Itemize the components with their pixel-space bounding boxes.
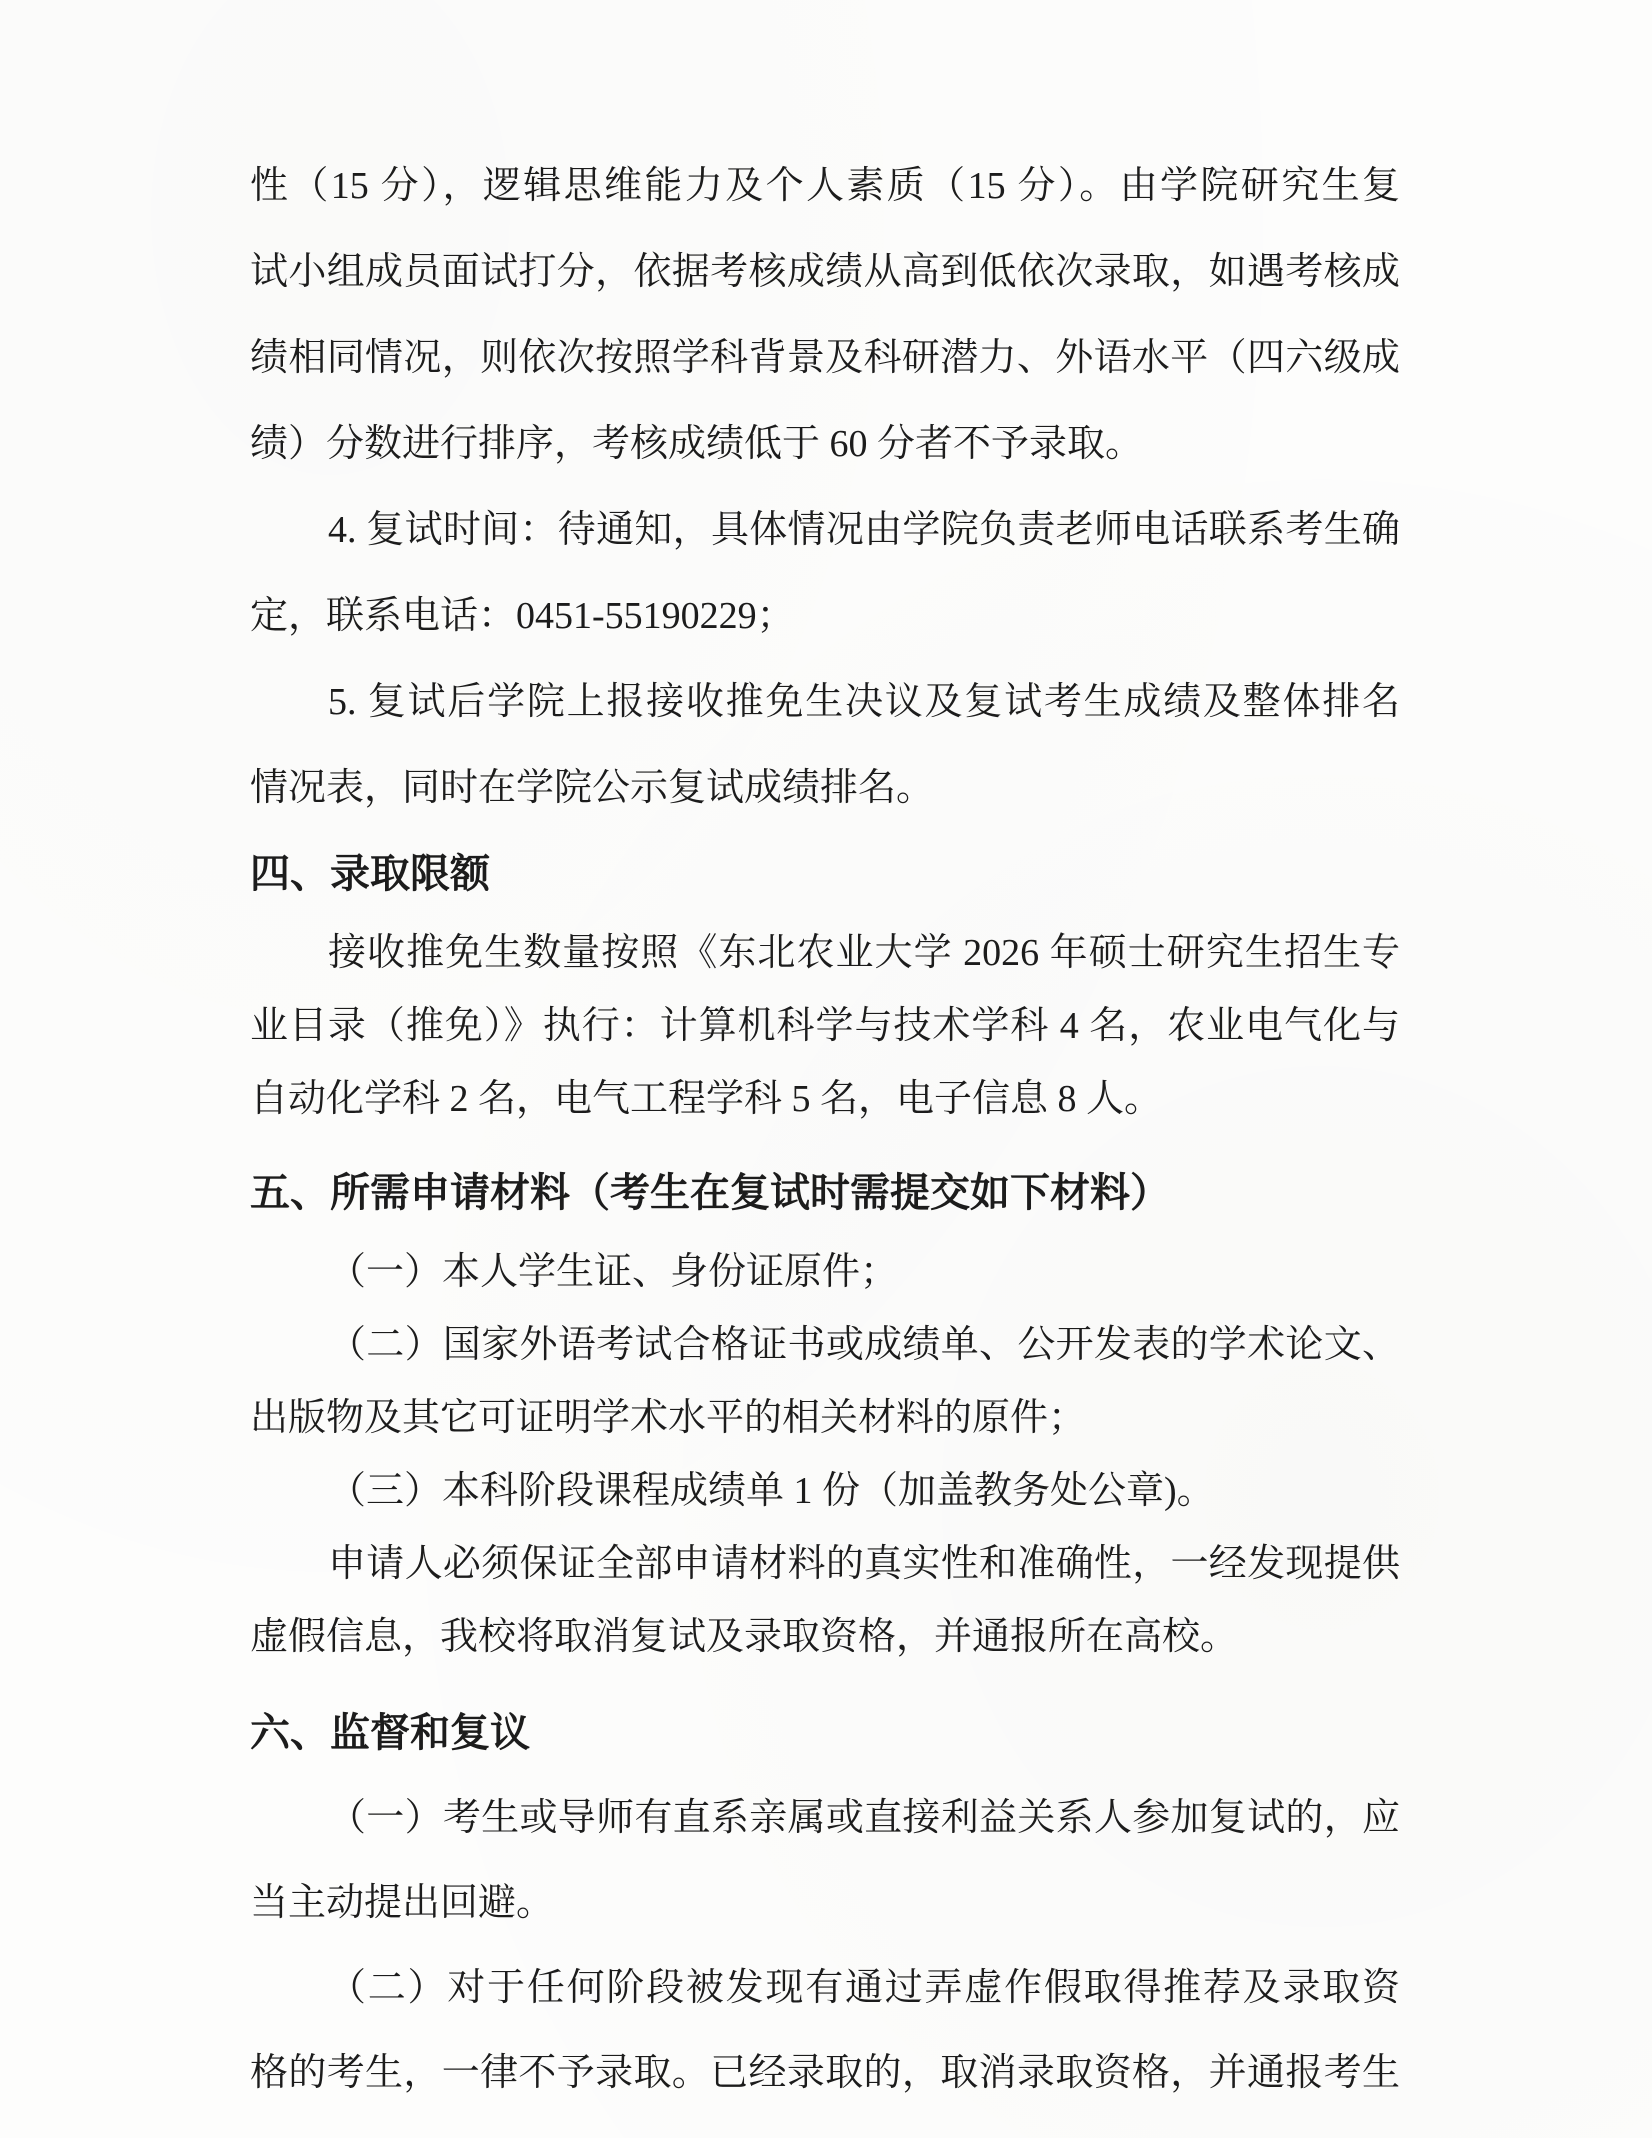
doc-line-item-5: 5. 复试后学院上报接收推免生决议及复试考生成绩及整体排名 <box>328 681 1400 723</box>
section-heading-wu: 五、所需申请材料（考生在复试时需提交如下材料） <box>250 1171 1170 1215</box>
doc-line: 虚假信息，我校将取消复试及录取资格，并通报所在高校。 <box>250 1616 1239 1658</box>
doc-line-list-2: （二）国家外语考试合格证书或成绩单、公开发表的学术论文、 <box>328 1324 1400 1366</box>
document-text-block <box>250 143 1400 2116</box>
doc-line: 绩）分数进行排序，考核成绩低于 60 分者不予录取。 <box>250 423 1144 465</box>
doc-line-list-1: （一）本人学生证、身份证原件； <box>328 1251 899 1293</box>
doc-line: 绩相同情况，则依次按照学科背景及科研潜力、外语水平（四六级成 <box>250 337 1400 379</box>
doc-line: 自动化学科 2 名，电气工程学科 5 名，电子信息 8 人。 <box>250 1078 1163 1120</box>
doc-line: 试小组成员面试打分，依据考核成绩从高到低依次录取，如遇考核成 <box>250 251 1400 293</box>
doc-line-list-2: （二）对于任何阶段被发现有通过弄虚作假取得推荐及录取资 <box>328 1967 1400 2009</box>
section-heading-liu: 六、监督和复议 <box>250 1711 530 1755</box>
doc-line: 性（15 分），逻辑思维能力及个人素质（15 分）。由学院研究生复 <box>250 165 1400 207</box>
doc-line-phone: 定，联系电话：0451-55190229； <box>250 595 795 637</box>
doc-line: 申请人必须保证全部申请材料的真实性和准确性，一经发现提供 <box>328 1543 1400 1585</box>
doc-line: 格的考生，一律不予录取。已经录取的，取消录取资格，并通报考生 <box>250 2052 1400 2094</box>
doc-line: 当主动提出回避。 <box>250 1882 555 1924</box>
doc-line: 业目录（推免）》执行：计算机科学与技术学科 4 名，农业电气化与 <box>250 1005 1400 1047</box>
doc-line: 接收推免生数量按照《东北农业大学 2026 年硕士研究生招生专 <box>328 932 1400 974</box>
doc-line-list-1: （一）考生或导师有直系亲属或直接利益关系人参加复试的，应 <box>328 1797 1400 1839</box>
doc-line-item-4: 4. 复试时间：待通知，具体情况由学院负责老师电话联系考生确 <box>328 509 1400 551</box>
doc-line: 情况表，同时在学院公示复试成绩排名。 <box>250 767 935 809</box>
doc-line-list-3: （三）本科阶段课程成绩单 1 份（加盖教务处公章)。 <box>328 1470 1215 1512</box>
doc-line: 出版物及其它可证明学术水平的相关材料的原件； <box>250 1397 1087 1439</box>
section-heading-si: 四、录取限额 <box>250 852 490 896</box>
